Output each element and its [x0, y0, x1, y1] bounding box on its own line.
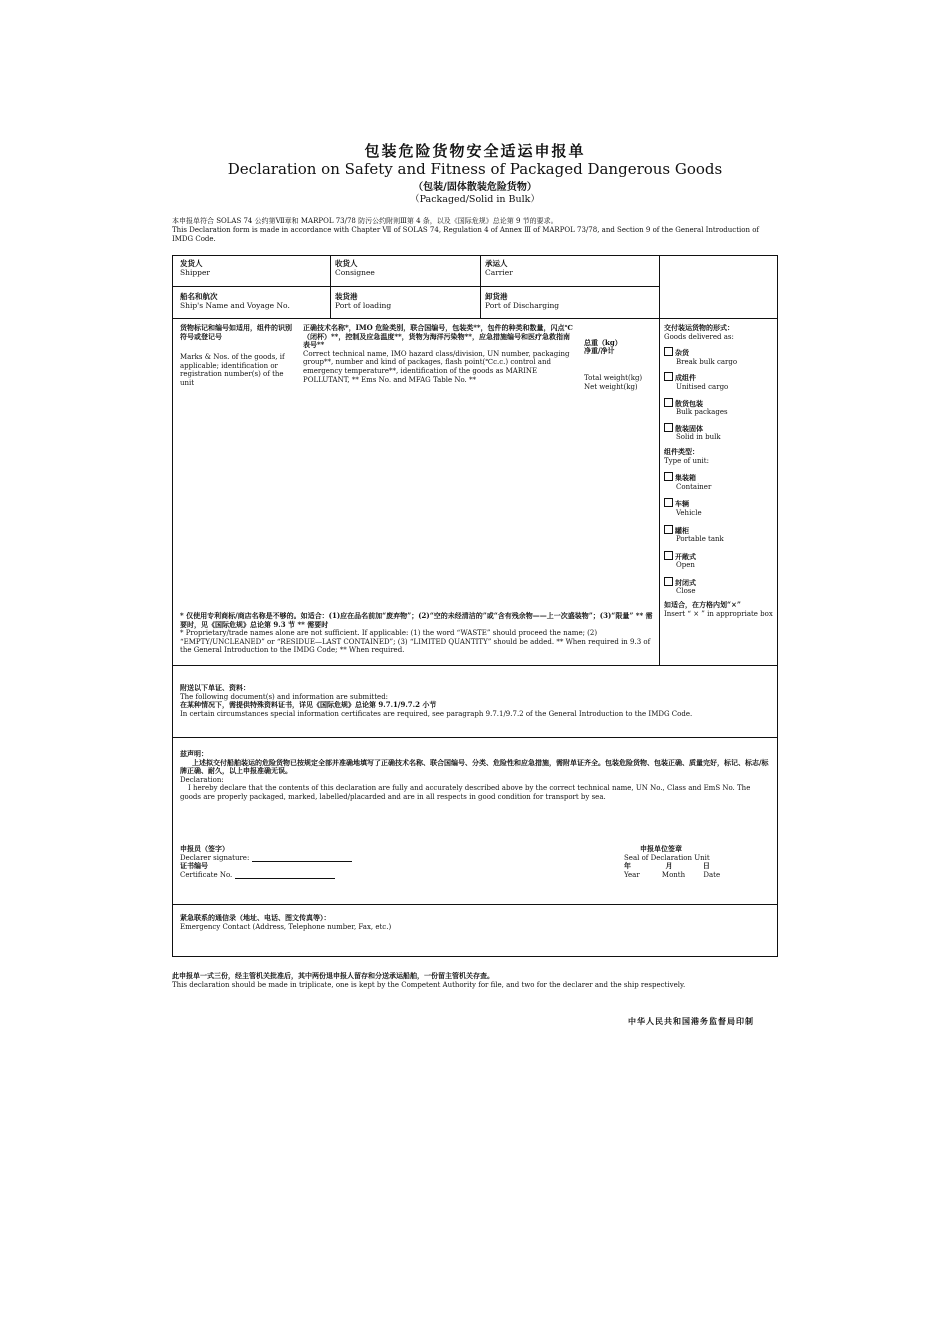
goods-footnote — [180, 612, 654, 655]
attached-documents-section[interactable] — [180, 684, 770, 718]
unit-option-vehicle[interactable]: 车辆 Vehicle — [664, 498, 776, 517]
declarer-label-cn: 申报员（签字） — [180, 844, 229, 853]
description-column[interactable] — [303, 324, 575, 384]
unit-type-label-cn: 组件类型： — [664, 446, 699, 456]
vline-col2 — [480, 255, 481, 318]
certificate-number-field[interactable]: Certificate No. — [180, 871, 420, 880]
delivery-option-break-bulk[interactable]: 杂货 Break bulk cargo — [664, 347, 776, 366]
description-label-cn: 正确技术名称*，IMO 危险类别，联合国编号，包装类**，包件的种类和数量，闪点℃（闭杯）**，控制及应急温度**，货物为海洋污染物**，应急措施编号和医疗急救指南表号** — [303, 323, 573, 350]
marks-label-cn: 货物标记和编号如适用，组件的识别符号或登记号 — [180, 323, 292, 341]
attached-label-cn: 附送以下单证、资料： — [180, 683, 250, 692]
shipper-label-cn: 发货人 — [180, 259, 203, 268]
port-discharging-label-cn: 卸货港 — [485, 292, 508, 301]
consignee-field[interactable] — [335, 259, 375, 277]
carrier-label-en: Carrier — [485, 268, 513, 277]
divider-row2 — [172, 318, 778, 319]
unit-option-portable-tank[interactable]: 罐柜 Portable tank — [664, 525, 776, 544]
delivery-option-bulk-packages[interactable]: 散货包装 Bulk packages — [664, 398, 776, 417]
insert-x-note-cn: 如适合，在方格内划“×” — [664, 600, 741, 610]
consignee-label-cn: 收货人 — [335, 259, 358, 268]
subtitle-cn: （包装/固体散装危险货物） — [413, 182, 537, 193]
vline-col1 — [330, 255, 331, 318]
certificate-label-cn: 证书编号 — [180, 861, 208, 871]
declarer-block — [180, 845, 420, 879]
shipper-field[interactable] — [180, 259, 210, 277]
footer-note-en: This declaration should be made in triplicate, one is kept by the Competent Authority for file, and two for the declarer and the ship respectively. — [172, 980, 686, 989]
divider-attached — [172, 737, 778, 738]
checkbox-icon[interactable] — [664, 347, 673, 356]
port-loading-label-en: Port of loading — [335, 301, 392, 310]
checkbox-icon[interactable] — [664, 372, 673, 381]
checkbox-icon[interactable] — [664, 472, 673, 481]
weight-label-en: Total weight(kg) Net weight(kg) — [584, 374, 643, 391]
attached-note-cn: 在某种情况下，需提供特殊资料证书，详见《国际危规》总论第 9.7.1/9.7.2 小节 — [180, 700, 437, 710]
attached-note-en: In certain circumstances special information certificates are required, see paragraph 9.7.1/9.7.2 of the General Introduction to the IMDG Code. — [180, 709, 693, 718]
seal-block[interactable] — [624, 845, 764, 879]
description-label-en: Correct technical name, IMO hazard class/division, UN number, packaging group**, number and kind of packages, flash point(℃c.c.) control and emergency temperature**, identification of the goods as MARINE POLLUTANT, ** Ems No. and MFAG Table No. ** — [303, 349, 570, 384]
divider-row1 — [172, 286, 659, 287]
printer-imprint: 中华人民共和国港务监督局印制 — [628, 1016, 754, 1026]
footer-note-cn: 此申报单一式三份，经主管机关批准后，其中两份退申报人留存和分送承运船舶，一份留主管机关存查。 — [172, 971, 494, 980]
vline-col3 — [659, 255, 660, 665]
declarer-signature-field[interactable]: Declarer signature: — [180, 854, 420, 863]
checkbox-icon[interactable] — [664, 551, 673, 560]
emergency-label-en: Emergency Contact (Address, Telephone number, Fax, etc.) — [180, 922, 392, 931]
checkbox-icon[interactable] — [664, 525, 673, 534]
title-en: Declaration on Safety and Fitness of Packaged Dangerous Goods — [227, 160, 723, 178]
port-loading-field[interactable] — [335, 292, 391, 310]
checkbox-icon[interactable] — [664, 398, 673, 407]
ship-name-field[interactable] — [180, 292, 290, 310]
subtitle-en: （Packaged/Solid in Bulk） — [410, 194, 540, 205]
checkbox-icon[interactable] — [664, 577, 673, 586]
weight-column[interactable] — [584, 330, 656, 400]
shipper-label-en: Shipper — [180, 268, 210, 277]
intro-cn: 本申报单符合 SOLAS 74 公约第Ⅶ章和 MARPOL 73/78 防污公约附则Ⅲ第 4 条，以及《国际危规》总论第 9 节的要求。 — [172, 217, 558, 225]
seal-label-cn: 申报单位签章 — [640, 844, 682, 853]
date-labels-en: Year Month Date — [624, 870, 721, 879]
declaration-section — [180, 750, 770, 802]
emergency-contact-field[interactable] — [180, 914, 770, 931]
unit-option-open[interactable]: 开敞式 Open — [664, 551, 776, 570]
checkbox-icon[interactable] — [664, 423, 673, 432]
port-loading-label-cn: 装货港 — [335, 292, 358, 301]
delivery-column — [664, 324, 776, 618]
declaration-body-en: I hereby declare that the contents of this declaration are fully and accurately described above by the correct technical name, UN No., Class and EmS No. The goods are properly packaged, marked, labelled/placarded and are in all respects in good condition for transport by sea. — [180, 784, 751, 801]
port-discharging-label-en: Port of Discharging — [485, 301, 560, 310]
carrier-label-cn: 承运人 — [485, 259, 508, 268]
date-labels-cn: 年 月 日 — [624, 861, 710, 871]
emergency-label-cn: 紧急联系的通信录（地址、电话、图文传真等）： — [180, 913, 331, 922]
weight-label-cn: 总重（kg） 净重/净计 — [584, 337, 622, 356]
declaration-head-en: Declaration: — [180, 775, 224, 784]
unit-type-label-en: Type of unit: — [664, 456, 709, 465]
delivery-option-unitised[interactable]: 成组件 Unitised cargo — [664, 372, 776, 391]
delivered-label-en: Goods delivered as: — [664, 332, 734, 341]
intro-en: This Declaration form is made in accordance with Chapter Ⅶ of SOLAS 74, Regulation 4 of Annex Ⅲ of MARPOL 73/78, and Section 9 of the General Introduction of IMDG Code. — [172, 226, 760, 243]
declaration-head-cn: 兹声明： — [180, 749, 208, 758]
consignee-label-en: Consignee — [335, 268, 375, 277]
delivered-label-cn: 交付装运货物的形式： — [664, 323, 734, 332]
unit-option-close[interactable]: 封闭式 Close — [664, 577, 776, 596]
title-cn: 包装危险货物安全适运申报单 — [364, 142, 586, 160]
declaration-body-cn: 上述拟交付船舶装运的危险货物已按规定全部并准确地填写了正确技术名称、联合国编号、分类、危险性和应急措施，需附单证齐全。包装危险货物、包装正确、质量完好，标记、标志/标牌正确、耐久，以上申报准确无误。 — [180, 757, 769, 776]
marks-column[interactable] — [180, 324, 295, 388]
goods-footnote-en: * Proprietary/trade names alone are not sufficient. If applicable: (1) the word “WASTE” should proceed the name; (2) “EMPTY/UNCLEANED” or “RESIDUE—LAST CONTAINED”; (3) “LIMITED QUANTITY” should be added. ** When required in 9.3 of the General Introduction to the IMDG Code; ** When required. — [180, 629, 651, 655]
ship-name-label-en: Ship's Name and Voyage No. — [180, 301, 290, 310]
unit-option-container[interactable]: 集装箱 Container — [664, 472, 776, 491]
goods-footnote-cn: * 仅使用专利商标/商店名称是不够的。如适合：(1)应在品名前加“废弃物”；(2)“空的未经清洁的”或“含有残余物——上一次盛装物”；(3)“限量” ** 需要时，见《国际危规》总论第 9.3 节 ** 需要时 — [180, 611, 653, 629]
seal-label-en: Seal of Declaration Unit — [624, 853, 710, 862]
port-discharging-field[interactable] — [485, 292, 559, 310]
divider-goods — [172, 665, 778, 666]
attached-label-en: The following document(s) and information are submitted: — [180, 692, 389, 701]
insert-x-note-en: Insert “ × ” in appropriate box — [664, 609, 773, 618]
divider-declaration — [172, 904, 778, 905]
delivery-option-solid-bulk[interactable]: 散装固体 Solid in bulk — [664, 423, 776, 442]
marks-label-en: Marks & Nos. of the goods, if applicable; identification or registration number(s) of the unit — [180, 353, 285, 387]
footer-note — [172, 972, 782, 989]
checkbox-icon[interactable] — [664, 498, 673, 507]
carrier-field[interactable] — [485, 259, 513, 277]
ship-name-label-cn: 船名和航次 — [180, 292, 218, 301]
